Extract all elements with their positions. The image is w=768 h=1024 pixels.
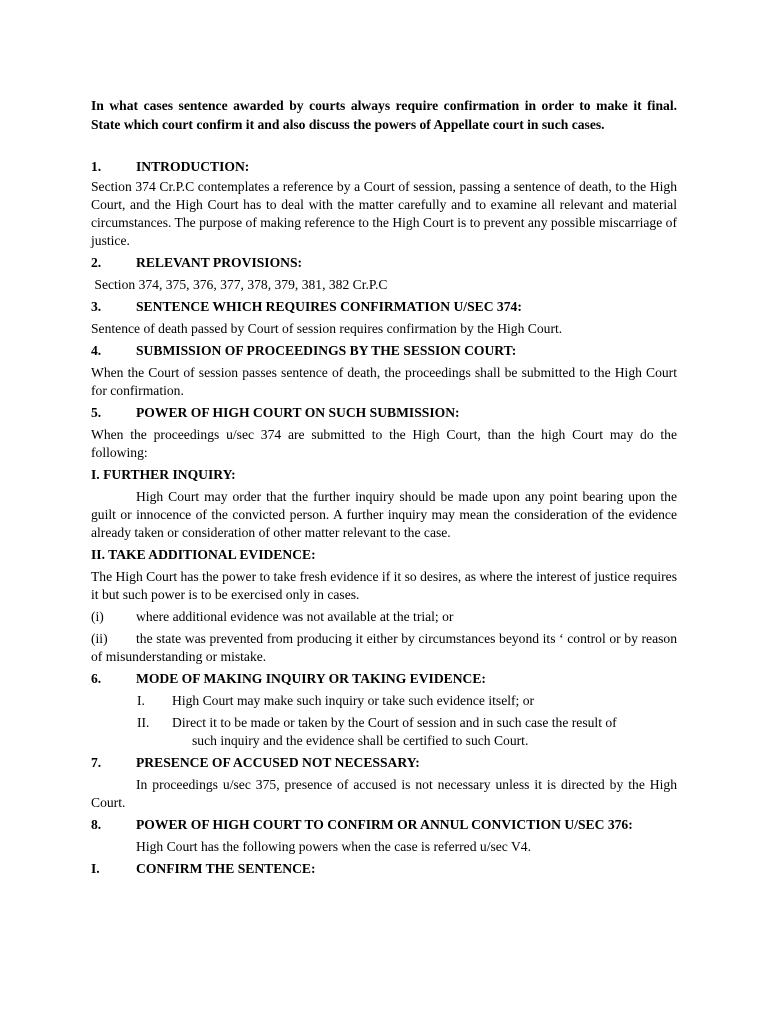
section-heading-mode-of-inquiry: [91, 670, 677, 688]
list-item: [91, 608, 677, 626]
section-body-submission: When the Court of session passes sentence of death, the proceedings shall be submitted to the High Court for confirmation.: [91, 365, 677, 398]
list-item-text: High Court may make such inquiry or take such evidence itself; or: [172, 693, 535, 708]
list-item: [137, 714, 677, 750]
section-heading-submission: [91, 342, 677, 360]
list-item-text: where additional evidence was not available at the trial; or: [136, 609, 454, 624]
subheading-additional-evidence: II. TAKE ADDITIONAL EVIDENCE:: [91, 547, 316, 562]
section-number: 6.: [91, 671, 102, 686]
section-number: 5.: [91, 405, 102, 420]
section-number: 3.: [91, 299, 102, 314]
section-heading-power-to-confirm: [91, 816, 677, 834]
section-heading-relevant-provisions: [91, 254, 677, 272]
section-number: I.: [91, 861, 100, 876]
section-title: INTRODUCTION:: [136, 159, 250, 174]
list-item-number: (ii): [91, 631, 108, 646]
question-title: In what cases sentence awarded by courts always require confirmation in order to make it final. State which court confirm it and also discuss the powers of Appellate court in such cases.: [91, 98, 677, 132]
subheading-further-inquiry: I. FURTHER INQUIRY:: [91, 467, 236, 482]
section-number: 4.: [91, 343, 102, 358]
list-item: [137, 692, 677, 710]
section-title: PRESENCE OF ACCUSED NOT NECESSARY:: [136, 755, 420, 770]
document-body: [91, 97, 677, 878]
section-body-confirmation: Sentence of death passed by Court of session requires confirmation by the High Court.: [91, 321, 563, 336]
section-title: SENTENCE WHICH REQUIRES CONFIRMATION U/SEC 374:: [136, 299, 522, 314]
section-title: RELEVANT PROVISIONS:: [136, 255, 303, 270]
section-heading-introduction: [91, 158, 677, 176]
power-to-confirm-body: High Court has the following powers when the case is referred u/sec V4.: [136, 839, 531, 854]
section-body-power-on-submission: When the proceedings u/sec 374 are submitted to the High Court, than the high Court may do the following:: [91, 427, 677, 460]
section-number: 8.: [91, 817, 102, 832]
section-title: CONFIRM THE SENTENCE:: [136, 861, 316, 876]
further-inquiry-body: High Court may order that the further inquiry should be made upon any point bearing upon the guilt or innocence of the convicted person. A further inquiry may mean the consideration of the evidence already taken or consideration of other matter relevant to the case.: [91, 489, 677, 540]
list-item-number: I.: [137, 693, 145, 708]
list-item: [91, 630, 677, 666]
subheading-confirm-sentence: [91, 860, 677, 878]
mode-list: [137, 692, 677, 750]
section-title: SUBMISSION OF PROCEEDINGS BY THE SESSION COURT:: [136, 343, 517, 358]
section-number: 1.: [91, 159, 102, 174]
section-number: 2.: [91, 255, 102, 270]
list-item-line: Direct it to be made or taken by the Court of session and in such case the result of: [172, 715, 617, 730]
list-item-text: the state was prevented from producing it either by circumstances beyond its ‘ control or by reason of misunderstanding or mistake.: [91, 631, 677, 664]
section-title: POWER OF HIGH COURT ON SUCH SUBMISSION:: [136, 405, 460, 420]
list-item-continuation: such inquiry and the evidence shall be certified to such Court.: [192, 733, 529, 748]
section-body-relevant-provisions: Section 374, 375, 376, 377, 378, 379, 381, 382 Cr.P.C: [91, 277, 388, 292]
section-number: 7.: [91, 755, 102, 770]
section-heading-presence-of-accused: [91, 754, 677, 772]
section-body-introduction: Section 374 Cr.P.C contemplates a reference by a Court of session, passing a sentence of death, to the High Court, and the High Court has to deal with the matter carefully and to examine all relevant and material circumstances. The purpose of making reference to the High Court is to prevent any possible miscarriage of justice.: [91, 179, 677, 248]
section-heading-confirmation: [91, 298, 677, 316]
list-item-number: II.: [137, 715, 150, 730]
section-heading-power-on-submission: [91, 404, 677, 422]
additional-evidence-body: The High Court has the power to take fresh evidence if it so desires, as where the interest of justice requires it but such power is to be exercised only in cases.: [91, 569, 677, 602]
section-title: MODE OF MAKING INQUIRY OR TAKING EVIDENCE:: [136, 671, 486, 686]
section-title: POWER OF HIGH COURT TO CONFIRM OR ANNUL CONVICTION U/SEC 376:: [136, 817, 633, 832]
list-item-text: [172, 714, 677, 750]
presence-of-accused-body: In proceedings u/sec 375, presence of accused is not necessary unless it is directed by the High Court.: [91, 777, 677, 810]
list-item-number: (i): [91, 609, 104, 624]
